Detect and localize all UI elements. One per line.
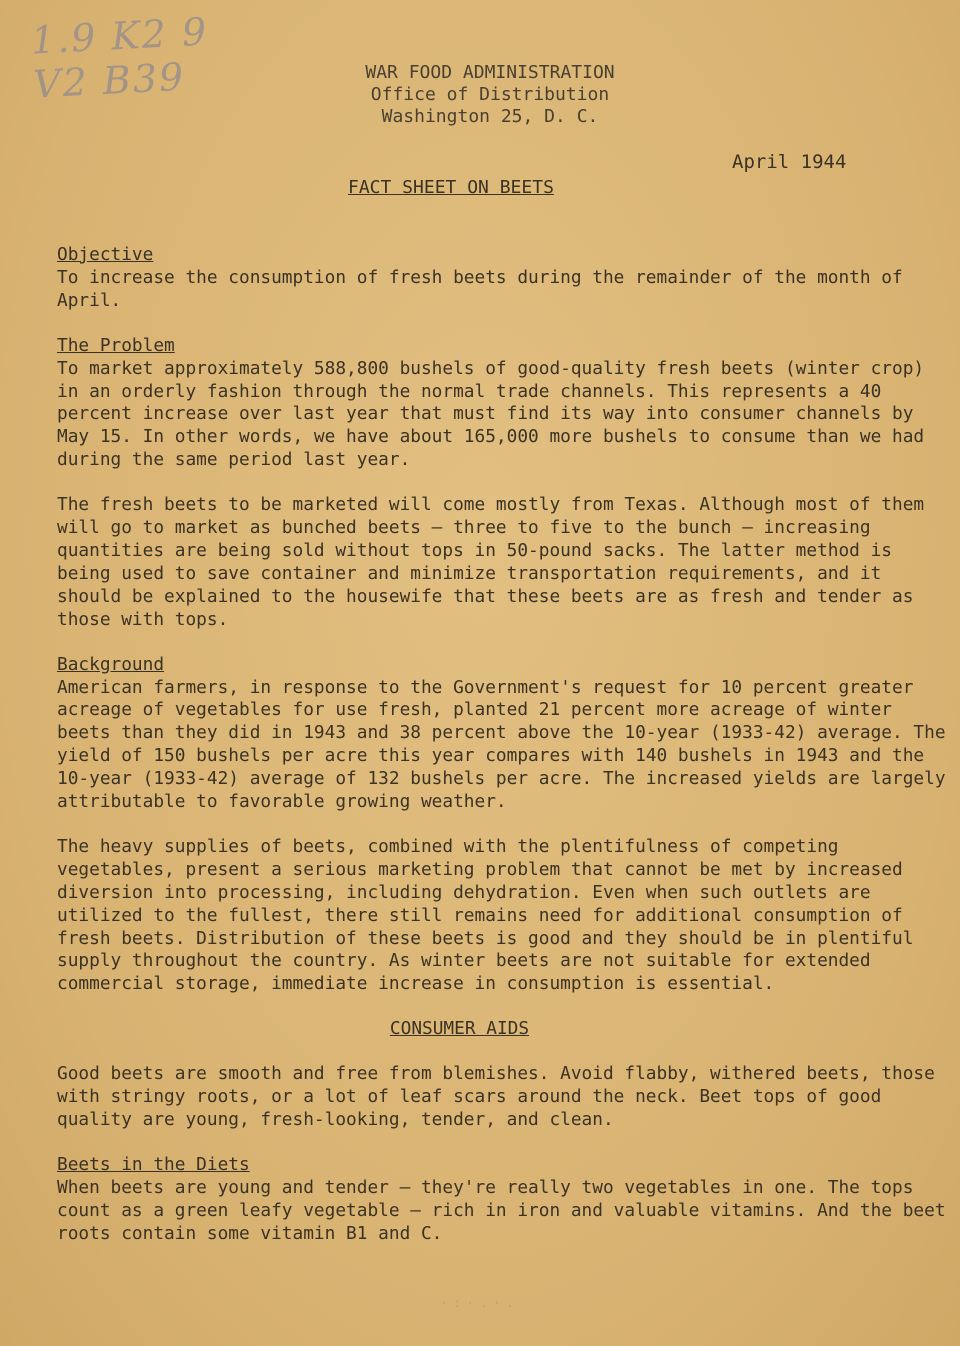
office-name: Office of Distribution: [370, 84, 610, 105]
background-heading: Background: [57, 653, 165, 675]
stamp-line-1: 1.9 K2 9: [29, 9, 210, 63]
document-date: April 1944: [732, 151, 847, 173]
problem-paragraph-2: The fresh beets to be marketed will come mostly from Texas. Although most of them will go to market as bunched beets — three to five to the bunch — increasing quantities are being sold without tops in 50-pound sacks. The latter method is being used to save container and minimize transportation requirements, and it should be explained to the housewife that these beets are as fresh and tender as those with tops.: [57, 494, 925, 630]
catalog-stamp: [30, 9, 212, 106]
consumer-aids-heading: CONSUMER AIDS: [389, 1018, 530, 1040]
diets-paragraph: When beets are young and tender — they're really two vegetables in one. The tops count as a green leafy vegetable — rich in iron and valuable vitamins. And the beet roots contain some vitamin B1 and C.: [57, 1176, 946, 1244]
document-title: FACT SHEET ON BEETS: [348, 177, 554, 198]
background-paragraph-2: The heavy supplies of beets, combined with the plentifulness of competing vegetables, present a serious marketing problem that cannot be met by increased diversion into processing, including dehydration. Even when such outlets are utilized to the fullest, there still remains need for additional consumption of fresh beets. Distribution of these beets is good and they should be in plentiful supply throughout the country. As winter beets are not suitable for extended commercial storage, immediate increase in consumption is essential.: [57, 835, 914, 995]
objective-heading: Objective: [57, 244, 154, 265]
diets-heading: Beets in the Diets: [57, 1153, 250, 1175]
page-smudge: ·:·.·.: [440, 1296, 520, 1310]
document-body: [57, 244, 952, 1246]
letterhead: [330, 62, 650, 128]
background-paragraph-1: American farmers, in response to the Government's request for 10 percent greater acreage of vegetables for use fresh, planted 21 percent more acreage of winter beets than they did in 1943 and 38 percent above the 10-year (1933-42) average. The yield of 150 bushels per acre this year compares with 140 bushels in 1943 and the 10-year (1933-42) average of 132 bushels per acre. The increased yields are largely attributable to favorable growing weather.: [57, 676, 946, 813]
objective-paragraph: To increase the consumption of fresh beets during the remainder of the month of April.: [57, 266, 903, 311]
agency-name: WAR FOOD ADMINISTRATION: [365, 62, 615, 83]
stamp-line-2: V2 B39: [32, 54, 187, 107]
office-city: Washington 25, D. C.: [381, 106, 599, 127]
problem-paragraph-1: To market approximately 588,800 bushels of good-quality fresh beets (winter crop) in an orderly fashion through the normal trade channels. This represents a 40 percent increase over last year that must find its way into consumer channels by May 15. In other words, we have about 165,000 more bushels to consume than we had during the same period last year.: [57, 357, 925, 471]
consumer-aids-paragraph: Good beets are smooth and free from blemishes. Avoid flabby, withered beets, those with stringy roots, or a lot of leaf scars around the neck. Beet tops of good quality are young, fresh-looking, tender, and clean.: [57, 1063, 935, 1130]
problem-heading: The Problem: [57, 334, 175, 356]
